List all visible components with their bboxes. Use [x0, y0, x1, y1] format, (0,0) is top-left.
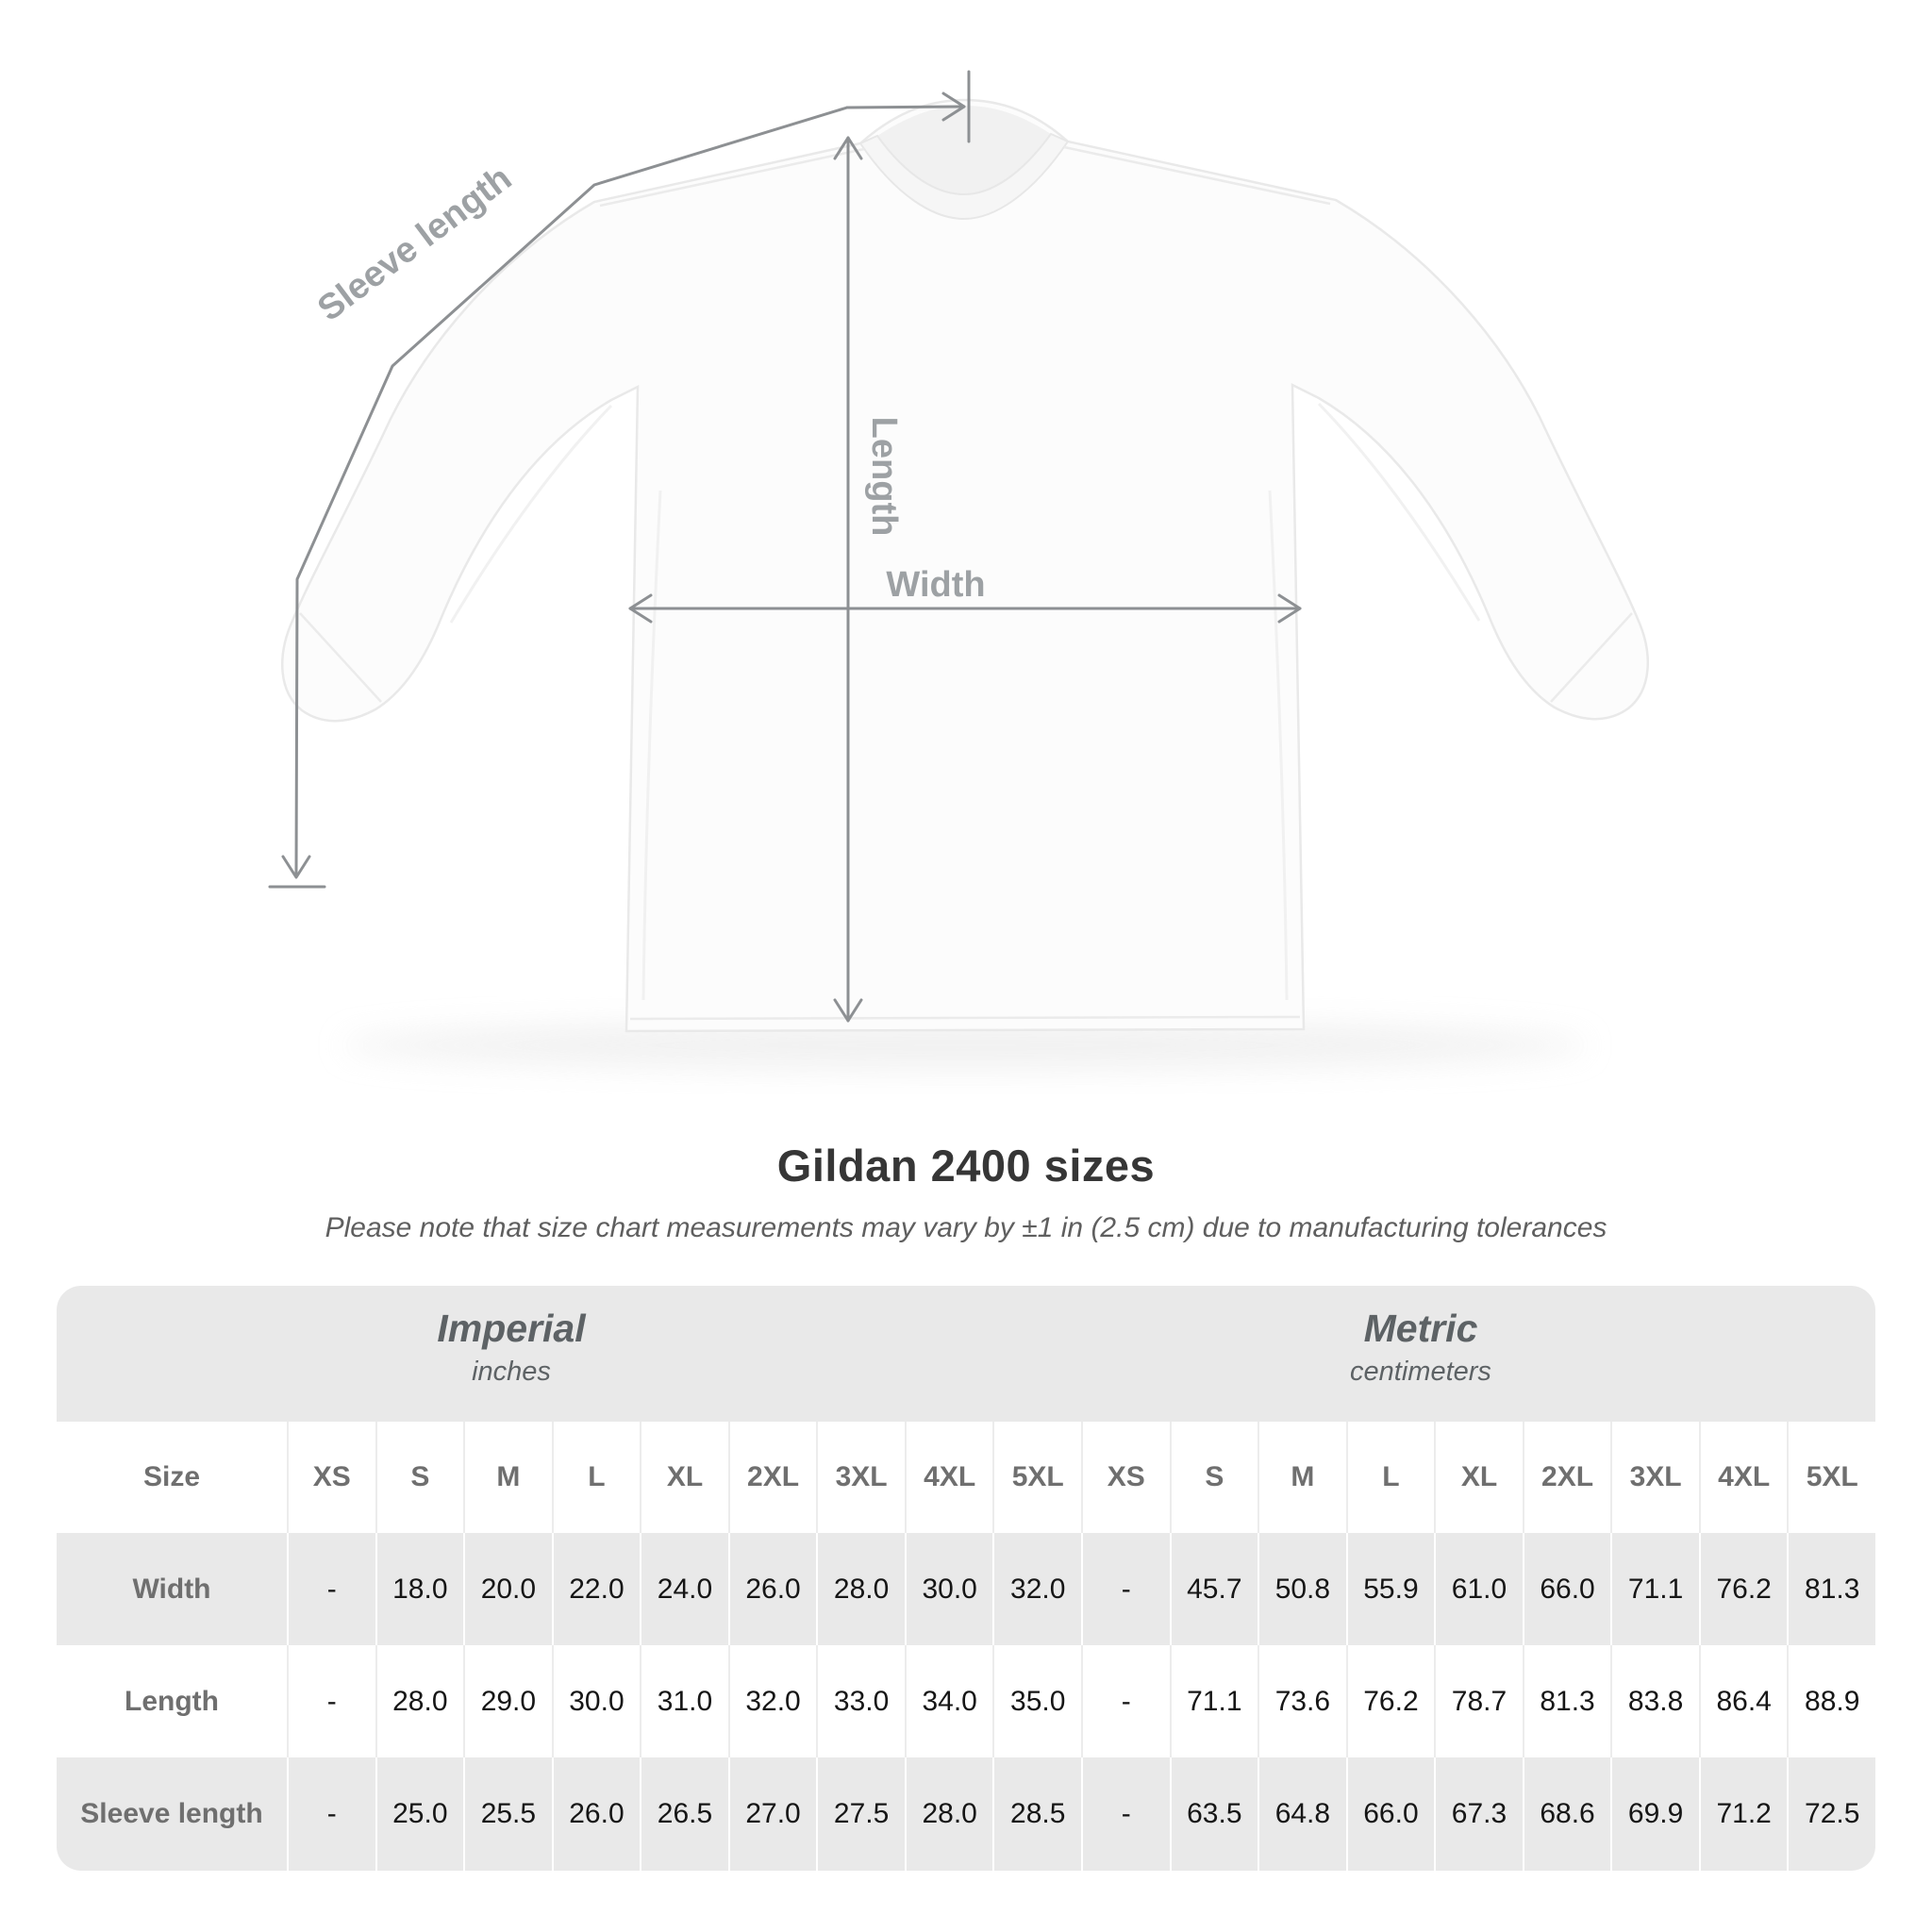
width-label: Width	[886, 565, 986, 605]
value-cell: 33.0	[816, 1645, 905, 1757]
value-cell: 26.0	[552, 1757, 641, 1871]
value-cell: -	[1081, 1533, 1170, 1645]
size-header-cell: M	[1257, 1422, 1346, 1533]
size-header-cell: 5XL	[1787, 1422, 1875, 1533]
size-table	[57, 1286, 1875, 1871]
size-column-header: Size	[142, 1461, 201, 1492]
value-cell: 28.0	[375, 1645, 464, 1757]
size-header-cell: L	[1346, 1422, 1435, 1533]
value-cell: 18.0	[375, 1533, 464, 1645]
value-cell: 35.0	[992, 1645, 1081, 1757]
size-header-cell: 4XL	[905, 1422, 993, 1533]
row-label: Width	[132, 1573, 211, 1605]
value-cell: 28.5	[992, 1757, 1081, 1871]
value-cell: -	[287, 1757, 375, 1871]
metric-header-group	[966, 1286, 1875, 1422]
value-cell: 27.0	[728, 1757, 817, 1871]
size-header-cell: 4XL	[1699, 1422, 1788, 1533]
value-cell: 50.8	[1257, 1533, 1346, 1645]
value-cell: 32.0	[992, 1533, 1081, 1645]
size-header-cell: XS	[287, 1422, 375, 1533]
value-cell: 81.3	[1523, 1645, 1611, 1757]
value-cell: 30.0	[905, 1533, 993, 1645]
value-cell: 64.8	[1257, 1757, 1346, 1871]
size-header-cell: XL	[1434, 1422, 1523, 1533]
value-cell: 88.9	[1787, 1645, 1875, 1757]
value-cell: 76.2	[1699, 1533, 1788, 1645]
value-cell: 30.0	[552, 1645, 641, 1757]
size-header-cell: XL	[640, 1422, 728, 1533]
value-cell: 29.0	[463, 1645, 552, 1757]
value-cell: 34.0	[905, 1645, 993, 1757]
value-cell: 28.0	[816, 1533, 905, 1645]
size-header-row	[57, 1422, 1875, 1533]
size-header-cell: L	[552, 1422, 641, 1533]
value-cell: 20.0	[463, 1533, 552, 1645]
value-cell: 26.5	[640, 1757, 728, 1871]
value-cell: 68.6	[1523, 1757, 1611, 1871]
size-header-cell: 3XL	[1610, 1422, 1699, 1533]
value-cell: 66.0	[1346, 1757, 1435, 1871]
metric-label: Metric	[1363, 1306, 1478, 1350]
value-cell: 24.0	[640, 1533, 728, 1645]
value-cell: 71.1	[1610, 1533, 1699, 1645]
value-cell: 67.3	[1434, 1757, 1523, 1871]
value-cell: 55.9	[1346, 1533, 1435, 1645]
size-header-cell: S	[1170, 1422, 1258, 1533]
value-cell: 81.3	[1787, 1533, 1875, 1645]
size-header-cell: XS	[1081, 1422, 1170, 1533]
imperial-unit: inches	[472, 1357, 551, 1388]
value-cell: 28.0	[905, 1757, 993, 1871]
table-row	[57, 1645, 1875, 1757]
size-header-cell: 2XL	[728, 1422, 817, 1533]
value-cell: 71.2	[1699, 1757, 1788, 1871]
size-header-cell: S	[375, 1422, 464, 1533]
value-cell: 22.0	[552, 1533, 641, 1645]
value-cell: 69.9	[1610, 1757, 1699, 1871]
value-cell: -	[287, 1645, 375, 1757]
value-cell: 25.0	[375, 1757, 464, 1871]
value-cell: 76.2	[1346, 1645, 1435, 1757]
tolerance-note: Please note that size chart measurements may vary by ±1 in (2.5 cm) due to manufacturing tolerances	[325, 1212, 1607, 1243]
table-body	[57, 1533, 1875, 1871]
value-cell: 26.0	[728, 1533, 817, 1645]
table-row	[57, 1533, 1875, 1645]
value-cell: 25.5	[463, 1757, 552, 1871]
page-title: Gildan 2400 sizes	[776, 1141, 1156, 1191]
size-header-cell: 3XL	[816, 1422, 905, 1533]
value-cell: 61.0	[1434, 1533, 1523, 1645]
length-label: Length	[864, 416, 904, 537]
value-cell: 63.5	[1170, 1757, 1258, 1871]
value-cell: -	[287, 1533, 375, 1645]
value-cell: 45.7	[1170, 1533, 1258, 1645]
value-cell: 27.5	[816, 1757, 905, 1871]
value-cell: 83.8	[1610, 1645, 1699, 1757]
imperial-header-group	[57, 1286, 966, 1422]
metric-unit: centimeters	[1350, 1357, 1491, 1388]
table-row	[57, 1757, 1875, 1871]
value-cell: 71.1	[1170, 1645, 1258, 1757]
value-cell: 72.5	[1787, 1757, 1875, 1871]
value-cell: 73.6	[1257, 1645, 1346, 1757]
size-header-cell: M	[463, 1422, 552, 1533]
imperial-label: Imperial	[437, 1306, 586, 1350]
size-header-cell: 5XL	[992, 1422, 1081, 1533]
value-cell: 86.4	[1699, 1645, 1788, 1757]
value-cell: 32.0	[728, 1645, 817, 1757]
value-cell: 31.0	[640, 1645, 728, 1757]
row-label: Sleeve length	[80, 1798, 263, 1829]
size-header-cell: 2XL	[1523, 1422, 1611, 1533]
value-cell: 78.7	[1434, 1645, 1523, 1757]
row-label: Length	[125, 1685, 219, 1717]
value-cell: -	[1081, 1757, 1170, 1871]
value-cell: -	[1081, 1645, 1170, 1757]
value-cell: 66.0	[1523, 1533, 1611, 1645]
sleeve-length-label: Sleeve length	[310, 158, 520, 329]
unit-band	[57, 1286, 1875, 1422]
